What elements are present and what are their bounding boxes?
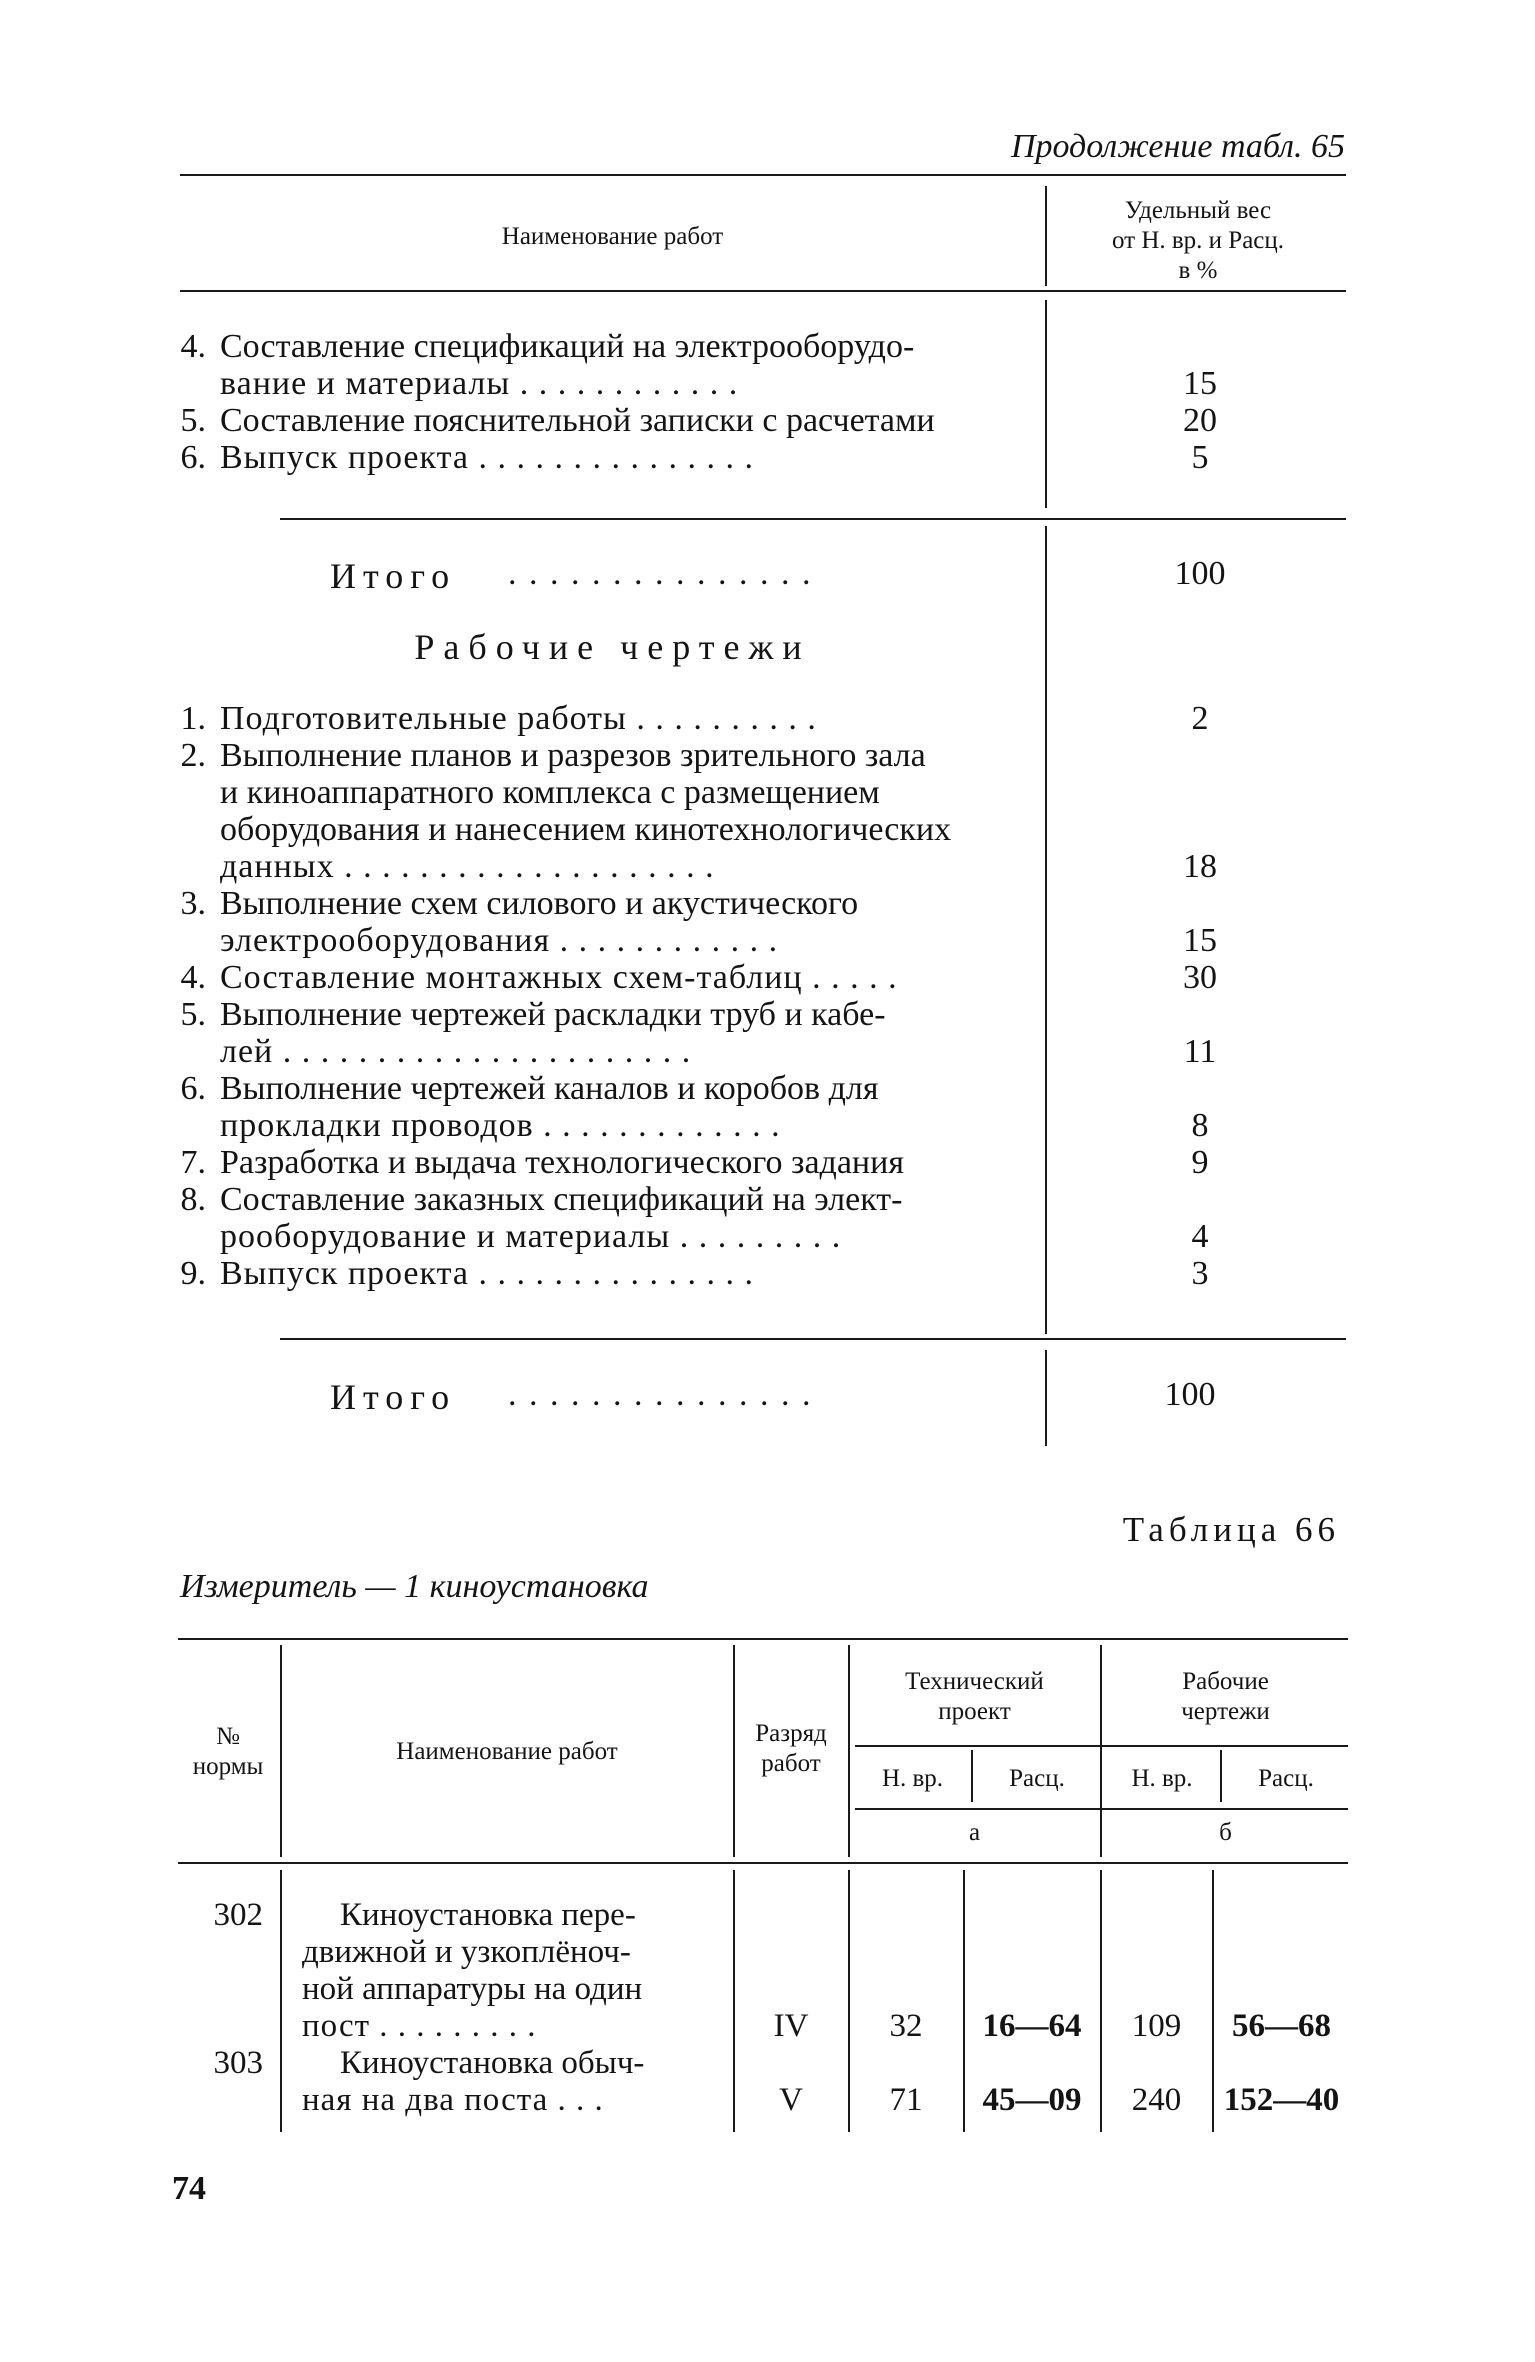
row-number: 4.	[180, 959, 206, 996]
row-text-line: лей . . . . . . . . . . . . . . . . . . . . . .	[220, 1033, 692, 1070]
table65-total2-label: Итого	[330, 1377, 457, 1417]
table65-total1-value: 100	[1174, 555, 1226, 592]
table66-row-tp-nvr: 71	[889, 2082, 923, 2118]
table65-header-rule	[180, 290, 1346, 292]
row-text-line: данных . . . . . . . . . . . . . . . . . . . .	[220, 848, 715, 885]
table66-vline-header	[733, 1645, 735, 1857]
row-text-line: Выпуск проекта . . . . . . . . . . . . . . .	[220, 1255, 754, 1292]
row-text-line: Разработка и выдача технологического задания	[220, 1144, 904, 1181]
row-number: 9.	[180, 1255, 206, 1292]
row-number: 7.	[180, 1144, 206, 1181]
table66-measure: Измеритель — 1 киноустановка	[180, 1568, 649, 1605]
row-text-line: Составление пояснительной записки с расчетами	[220, 402, 935, 439]
row-text	[220, 996, 1020, 1070]
table65-total1-label: Итого	[330, 556, 457, 596]
table65-header-weight	[1050, 196, 1346, 286]
row-text-line: Выпуск проекта . . . . . . . . . . . . . . .	[220, 439, 754, 476]
row-text-line: Составление заказных спецификаций на элект-	[220, 1181, 903, 1218]
row-text-line: Составление монтажных схем-таблиц . . . . .	[220, 959, 898, 996]
table65-total2-value: 100	[1164, 1376, 1216, 1413]
row-name-line: движной и узкоплёноч-	[302, 1934, 631, 1970]
row-text-line: прокладки проводов . . . . . . . . . . . . .	[220, 1107, 781, 1144]
table65-part2-value-9: 3	[1191, 1255, 1209, 1292]
row-number: 5.	[180, 402, 206, 439]
table66-row-wd-nvr: 240	[1131, 2082, 1182, 2118]
table66-row-grade: V	[779, 2082, 803, 2118]
table66-row-norm: 303	[213, 2045, 263, 2081]
row-text-line: электрооборудования . . . . . . . . . . . .	[220, 922, 779, 959]
table66-row-tp-rasc: 16—64	[982, 2008, 1082, 2044]
row-text-line: Подготовительные работы . . . . . . . . . .	[220, 700, 817, 737]
row-text	[220, 1255, 1020, 1292]
row-text-line: оборудования и нанесением кинотехнологических	[220, 811, 952, 848]
page-number: 74	[172, 2170, 206, 2207]
table66-vline-header	[1100, 1645, 1102, 1857]
table65-part2-value-5: 11	[1183, 1033, 1217, 1070]
table65-header-name: Наименование работ	[501, 223, 724, 250]
row-number: 4.	[180, 328, 206, 365]
row-text	[220, 737, 1020, 885]
table66-header-wd-nvr: Н. вр.	[1131, 1765, 1193, 1792]
header-line: чертежи	[1181, 1698, 1270, 1725]
table65-header-weight-line1: Удельный вес	[1124, 197, 1272, 224]
row-number: 8.	[180, 1181, 206, 1218]
row-text	[220, 1070, 1020, 1144]
row-text	[220, 402, 1020, 439]
row-text-line: Составление спецификаций на электрооборудо-	[220, 328, 915, 365]
row-text	[220, 885, 1020, 959]
row-text-line: Выполнение планов и разрезов зрительного зала	[220, 737, 926, 774]
table65-header-divider	[1045, 186, 1047, 286]
table66-row-grade: IV	[773, 2008, 809, 2044]
table66-row-tp-rasc: 45—09	[982, 2082, 1082, 2118]
header-line: Технический	[905, 1668, 1044, 1695]
table66-header-sub-b: б	[1219, 1819, 1232, 1846]
table66-header-wd-rasc: Расц.	[1258, 1765, 1314, 1792]
continuation-title: Продолжение табл. 65	[1010, 128, 1345, 165]
table65-divider-total2	[1045, 1350, 1047, 1446]
header-line: Рабочие	[1182, 1668, 1269, 1695]
table66-vline-body	[963, 1870, 965, 2132]
table66-top-rule	[178, 1638, 1348, 1640]
table65-divider-part1	[1045, 300, 1047, 508]
table65-value-6: 5	[1191, 439, 1209, 476]
table66-header-sub-a: а	[968, 1819, 981, 1846]
table66-row-norm: 302	[213, 1897, 263, 1933]
table65-part2-value-2: 18	[1183, 848, 1217, 885]
row-text	[220, 700, 1020, 737]
table66-header-tp-nvr: Н. вр.	[881, 1765, 944, 1792]
table66-header-norm	[178, 1722, 278, 1782]
table65-part2-value-3: 15	[1183, 922, 1217, 959]
table66-header-working-drawings	[1103, 1667, 1348, 1727]
header-line: работ	[761, 1750, 821, 1777]
table66-header-tech-project	[851, 1667, 1098, 1727]
table65-part2-value-6: 8	[1191, 1107, 1209, 1144]
row-text	[220, 1181, 1020, 1255]
header-line: №	[216, 1723, 240, 1750]
table65-top-rule	[180, 174, 1346, 176]
table66-vline-header	[280, 1645, 282, 1857]
table65-part2-value-7: 9	[1191, 1144, 1209, 1181]
table65-header-weight-line2: от Н. вр. и Расц.	[1111, 227, 1285, 254]
row-text-line: и киноаппаратного комплекса с размещением	[220, 774, 880, 811]
row-text-line: Выполнение схем силового и акустического	[220, 885, 859, 922]
table65-part2-value-8: 4	[1191, 1218, 1209, 1255]
table66-row-wd-rasc: 56—68	[1232, 2008, 1331, 2044]
row-number: 1.	[180, 700, 206, 737]
header-line: нормы	[192, 1753, 264, 1780]
row-name-line: Киноустановка обыч-	[340, 2045, 645, 2081]
row-number: 5.	[180, 996, 206, 1033]
table66-vline-header	[971, 1750, 973, 1802]
table65-total2-rule	[280, 1338, 1346, 1340]
row-name-line: Киноустановка пере-	[340, 1897, 636, 1933]
header-line: Разряд	[755, 1720, 827, 1747]
table66-row-wd-nvr: 109	[1131, 2008, 1182, 2044]
row-text-line: Выполнение чертежей каналов и коробов для	[220, 1070, 879, 1107]
row-text-line: вание и материалы . . . . . . . . . . . .	[220, 365, 739, 402]
row-text	[220, 328, 1020, 402]
table66-row-tp-nvr: 32	[889, 2008, 923, 2044]
row-text	[220, 439, 1020, 476]
table66-row-name	[302, 2045, 722, 2119]
row-number: 6.	[180, 1070, 206, 1107]
table65-divider-part2	[1045, 526, 1047, 1334]
table66-vline-body	[280, 1870, 282, 2132]
table65-part2-value-4: 30	[1183, 959, 1217, 996]
table65-header-weight-line3: в %	[1178, 257, 1218, 284]
table65-total2-dots: . . . . . . . . . . . . . . .	[508, 1376, 813, 1413]
table66-row-name	[302, 1897, 722, 2045]
table66-vline-body	[848, 1870, 850, 2132]
row-text-line: Выполнение чертежей раскладки труб и кабе-	[220, 996, 886, 1033]
row-name-line: ной аппаратуры на один	[302, 1971, 643, 2007]
row-number: 6.	[180, 439, 206, 476]
row-name-line: ная на два поста . . .	[302, 2082, 604, 2118]
table66-vline-header	[1220, 1750, 1222, 1802]
row-number: 3.	[180, 885, 206, 922]
table65-total1-rule	[280, 518, 1346, 520]
table65-value-5: 20	[1183, 402, 1217, 439]
row-number: 2.	[180, 737, 206, 774]
table66-row-wd-rasc: 152—40	[1223, 2082, 1340, 2118]
table65-total1-dots: . . . . . . . . . . . . . . .	[508, 555, 813, 592]
table65-value-4: 15	[1183, 365, 1217, 402]
row-text-line: рооборудование и материалы . . . . . . . . .	[220, 1218, 842, 1255]
section-title-working-drawings: Рабочие чертежи	[414, 627, 811, 667]
table66-vline-body	[1212, 1870, 1214, 2132]
row-text	[220, 959, 1020, 996]
header-line: проект	[938, 1698, 1011, 1725]
table66-vline-body	[733, 1870, 735, 2132]
table66-header-grade	[736, 1719, 846, 1779]
table66-vline-header	[848, 1645, 850, 1857]
table66-vline-body	[1100, 1870, 1102, 2132]
table66-header-rule	[178, 1862, 1348, 1864]
table65-part2-value-1: 2	[1191, 700, 1209, 737]
row-name-line: пост . . . . . . . . .	[302, 2008, 537, 2044]
table66-header-name: Наименование работ	[396, 1738, 618, 1765]
table66-header-tp-rasc: Расц.	[1009, 1765, 1065, 1792]
table66-label: Таблица 66	[1122, 1510, 1340, 1549]
row-text	[220, 1144, 1020, 1181]
